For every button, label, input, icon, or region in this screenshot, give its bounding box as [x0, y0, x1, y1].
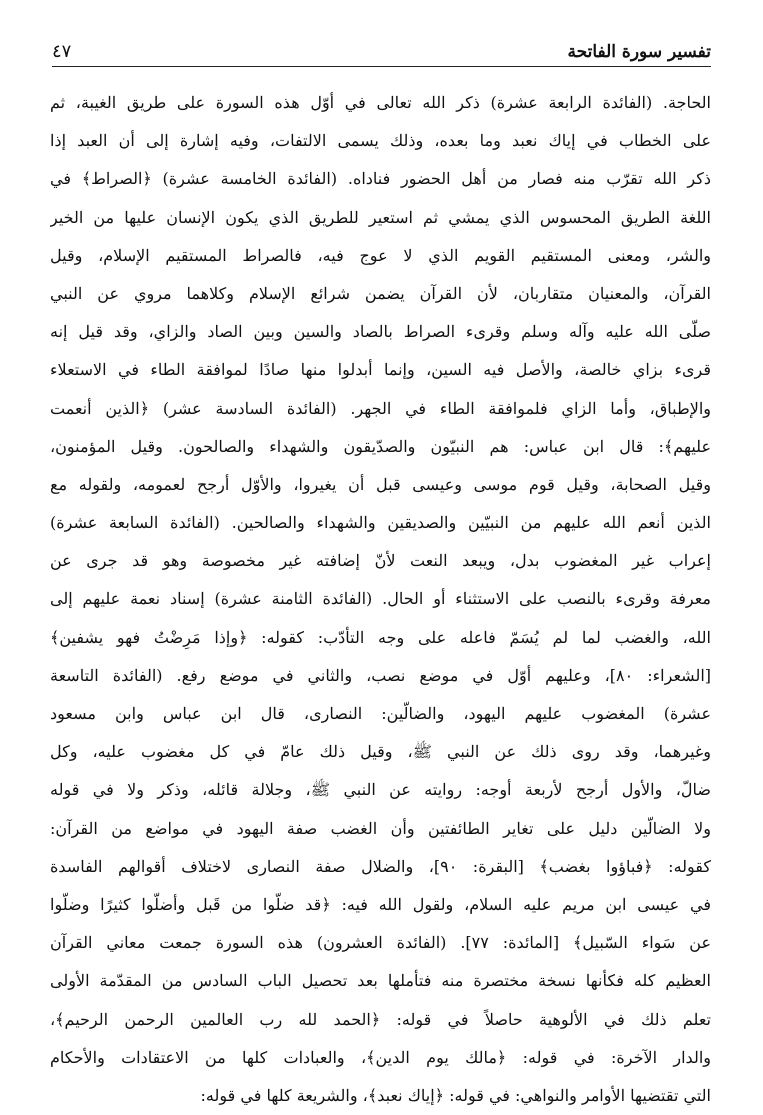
- text-line: ضالّ، والأول أرجح لأربعة أوجه: روايته عن النبي ﷺ، وجلالة قائله، وذكر ولا في قوله: [50, 780, 711, 800]
- text-line: والدار الآخرة: في قوله: ﴿مالك يوم الدين﴾، والعبادات كلها من الاعتقادات والأحكام: [50, 1047, 711, 1067]
- text-line: وغيرهما، وقد روى ذلك عن النبي ﷺ، وقيل ذلك عامّ في كل مغضوب عليه، وكل: [50, 742, 711, 762]
- text-line: الله، والغضب لما لم يُسَمّ فاعله على وجه التأدّب: كقوله: ﴿وإذا مَرِضْتُ فهو يشفين﴾: [50, 627, 711, 647]
- text-line: عليهم﴾: قال ابن عباس: هم النبيّون والصدّيقون والشهداء والصالحون. وقيل المؤمنون،: [50, 436, 711, 456]
- text-line: في عيسى ابن مريم عليه السلام، ولقول الله فيه: ﴿قد ضلّوا من قَبل وأضلّوا كثيرًا وضلّوا: [50, 894, 711, 914]
- text-line: والإطباق، وأما الزاي فلموافقة الطاء في الجهر. (الفائدة السادسة عشر) ﴿الذين أنعمت: [50, 398, 711, 418]
- text-line: عن سَواء السّبيل﴾ [المائدة: ٧٧]. (الفائدة العشرون) هذه السورة جمعت معاني القرآن: [50, 933, 711, 953]
- body-text: [50, 84, 711, 1115]
- text-line: معرفة وقرىء بالنصب على الاستثناء أو الحال. (الفائدة الثامنة عشرة) إسناد نعمة عليهم إلى: [50, 589, 711, 609]
- text-line: إعراب غير المغضوب بدل، ويبعد النعت لأنّ إضافته غير مخصوصة وهو قد جرى عن: [50, 551, 711, 571]
- page-header: [52, 30, 711, 67]
- text-line: الحاجة. (الفائدة الرابعة عشرة) ذكر الله تعالى في أوّل هذه السورة على طريق الغيبة، ثم: [50, 93, 711, 112]
- page-number: ٤٧: [52, 41, 72, 62]
- text-line: تعلم ذلك في الألوهية حاصلاً في قوله: ﴿الحمد لله رب العالمين الرحمن الرحيم﴾،: [50, 1009, 711, 1029]
- text-line: صلّى الله عليه وآله وسلم وقرىء الصراط بالصاد والسين وبين الصاد والزاي، وقد قيل إنه: [50, 322, 711, 342]
- text-line: عشرة) المغضوب عليهم اليهود، والضالّين: النصارى، قال ابن عباس وابن مسعود: [50, 704, 711, 723]
- text-line: ذكر الله تقرّب منه فصار من أهل الحضور فناداه. (الفائدة الخامسة عشرة) ﴿الصراط﴾ في: [50, 169, 711, 189]
- text-line: العظيم كله فكأنها نسخة مختصرة منه فتأملها بعد تحصيل الباب السادس من المقدّمة الأولى: [50, 971, 711, 991]
- text-line: [الشعراء: ٨٠]، وعليهم أوّل في موضع نصب، والثاني في موضع رفع. (الفائدة التاسعة: [50, 665, 711, 685]
- text-line: والشر، ومعنى المستقيم القويم الذي لا عوج فيه، فالصراط المستقيم الإسلام، وقيل: [50, 245, 711, 265]
- text-line: على الخطاب في إياك نعبد وما بعده، وذلك يسمى الالتفات، وفيه إشارة إلى أن العبد إذا: [50, 131, 711, 151]
- text-line: التي تقتضيها الأوامر والنواهي: في قوله: ﴿إياك نعبد﴾، والشريعة كلها في قوله:: [200, 1085, 711, 1105]
- running-head-title: تفسير سورة الفاتحة: [567, 42, 711, 62]
- text-line: قرىء بزاي خالصة، والأصل فيه السين، وإنما أبدلوا منها صادًا لموافقة الطاء في الاستعلاء: [50, 360, 711, 380]
- text-line: الذين أنعم الله عليهم من النبيّين والصديقين والشهداء والصالحين. (الفائدة السابعة عشرة): [50, 513, 711, 533]
- text-line: القرآن، والمعنيان متقاربان، لأن القرآن يضمن شرائع الإسلام وكلاهما مروي عن النبي: [50, 283, 711, 303]
- text-line: ولا الضالّين دليل على تغاير الطائفتين وأن الغضب صفة اليهود في مواضع من القرآن:: [50, 818, 711, 838]
- text-line: كقوله: ﴿فباؤوا بغضب﴾ [البقرة: ٩٠]، والضلال صفة النصارى لاختلاف أقوالهم الفاسدة: [50, 856, 711, 876]
- text-line: اللغة الطريق المحسوس الذي يمشي ثم استعير للطريق الذي يكون الإنسان عليها من الخير: [50, 207, 711, 227]
- text-line: وقيل الصحابة، وقيل قوم موسى وعيسى قبل أن يغيروا، والأوّل أرجح لعمومه، ولقوله مع: [50, 474, 711, 494]
